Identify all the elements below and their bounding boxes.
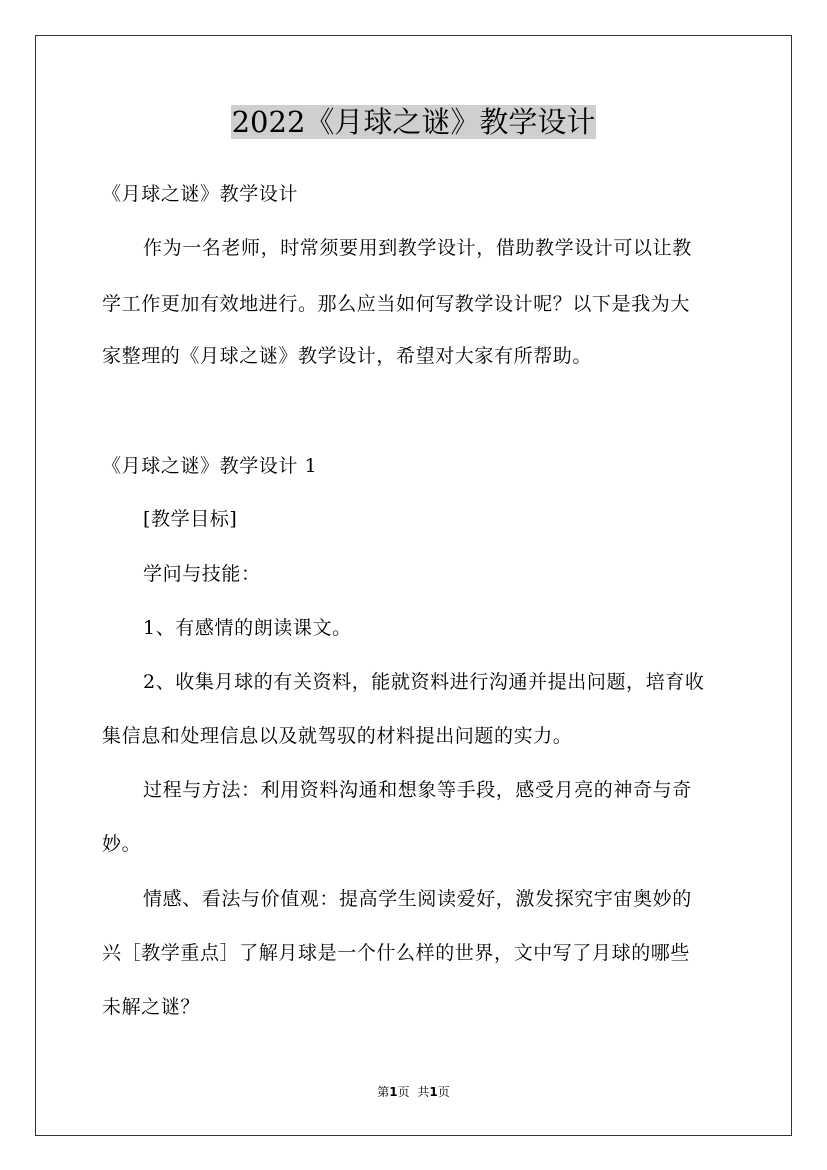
footer-total-pages: 1 [429,1085,438,1099]
footer-total-prefix: 共 [417,1085,430,1099]
footer-page-suffix: 页 [397,1085,410,1099]
emotion-values-line-3: 未解之谜？ [102,996,201,1018]
footer-page-number: 1 [389,1085,398,1099]
goal-item-2-line-2: 集信息和处理信息以及就驾驭的材料提出问题的实力。 [102,725,573,747]
teaching-goals-heading: [教学目标] [143,508,238,530]
goal-item-2-line-1: 2、收集月球的有关资料，能就资料进行沟通并提出问题，培育收 [143,671,705,693]
subtitle-line: 《月球之谜》教学设计 [102,183,299,205]
page-footer [0,1084,827,1100]
intro-line-2: 学工作更加有效地进行。那么应当如何写教学设计呢？以下是我为大 [102,293,691,315]
document-title [0,100,827,144]
section-heading-1: 《月球之谜》教学设计 1 [102,455,318,477]
intro-line-1: 作为一名老师，时常须要用到教学设计，借助教学设计可以让教 [143,237,692,259]
intro-line-3: 家整理的《月球之谜》教学设计，希望对大家有所帮助。 [102,345,593,367]
footer-total-suffix: 页 [437,1085,450,1099]
footer-prefix: 第 [377,1085,390,1099]
document-title-text: 2022《月球之谜》教学设计 [231,105,596,139]
emotion-values-line-2: 兴［教学重点］了解月球是一个什么样的世界，文中写了月球的哪些 [102,942,691,964]
goal-item-1: 1、有感情的朗读课文。 [143,617,352,639]
process-method-line-2: 妙。 [102,833,142,855]
knowledge-skills-label: 学问与技能： [143,563,261,585]
process-method-line-1: 过程与方法：利用资料沟通和想象等手段，感受月亮的神奇与奇 [143,779,692,801]
emotion-values-line-1: 情感、看法与价值观：提高学生阅读爱好，激发探究宇宙奥妙的 [143,888,692,910]
